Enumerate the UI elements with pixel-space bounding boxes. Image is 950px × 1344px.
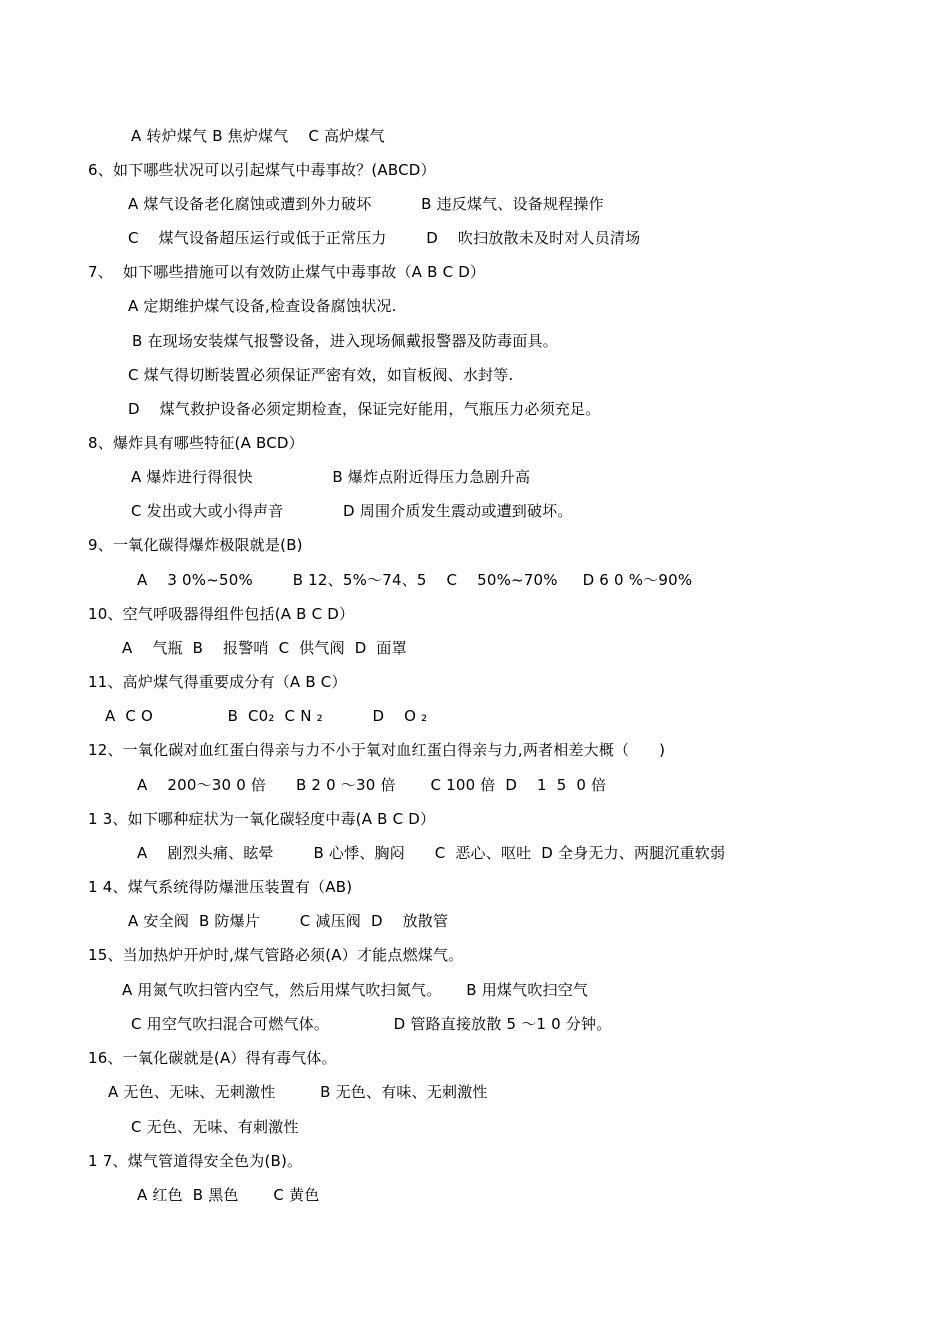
answer-options-line: A 无色、无味、无刺激性 B 无色、有味、无刺激性 [108,1083,488,1101]
answer-options-line: C 煤气设备超压运行或低于正常压力 D 吹扫放散未及时对人员清场 [128,229,641,247]
answer-options-line: A 安全阀 B 防爆片 C 减压阀 D 放散管 [128,912,449,930]
answer-options-line: C 发出或大或小得声音 D 周围介质发生震动或遭到破坏。 [131,502,573,520]
answer-option: A 定期维护煤气设备,检查设备腐蚀状况. [128,297,397,315]
answer-option: C 无色、无味、有刺激性 [131,1118,299,1136]
answer-options-line: C 用空气吹扫混合可燃气体。 D 管路直接放散 5 ～1 0 分钟。 [131,1015,612,1033]
question-16: 16、一氧化碳就是(A）得有毒气体。 [88,1049,337,1067]
answer-option: B 在现场安装煤气报警设备，进入现场佩戴报警器及防毒面具。 [132,332,558,350]
question-13: 1 3、如下哪种症状为一氧化碳轻度中毒(A B C D） [88,810,436,828]
answer-options-line: A 红色 B 黑色 C 黄色 [137,1186,320,1204]
answer-options-line: A 200～30 0 倍 B 2 0 ～30 倍 C 100 倍 D 1 5 0 倍 [137,776,607,794]
question-6: 6、如下哪些状况可以引起煤气中毒事故？(ABCD） [88,161,436,179]
answer-option: C 煤气得切断装置必须保证严密有效，如盲板阀、水封等. [128,366,514,384]
answer-options-line: A 转炉煤气 B 焦炉煤气 C 高炉煤气 [131,127,385,145]
question-17: 1 7、煤气管道得安全色为(B)。 [88,1152,303,1170]
question-15: 15、当加热炉开炉时,煤气管路必须(A）才能点燃煤气。 [88,946,464,964]
answer-options-line: A 煤气设备老化腐蚀或遭到外力破坏 B 违反煤气、设备规程操作 [128,195,604,213]
answer-options-line: A C O B C0₂ C N ₂ D O ₂ [105,707,428,725]
question-9: 9、一氧化碳得爆炸极限就是(B) [88,536,303,554]
answer-options-line: A 剧烈头痛、眩晕 B 心悸、胸闷 C 恶心、呕吐 D 全身无力、两腿沉重软弱 [137,844,726,862]
answer-options-line: A 用氮气吹扫管内空气，然后用煤气吹扫氮气。 B 用煤气吹扫空气 [122,981,589,999]
answer-options-line: A 3 0%~50% B 12、5%～74、5 C 50%~70% D 6 0 %～90% [137,571,693,589]
answer-options-line: A 爆炸进行得很快 B 爆炸点附近得压力急剧升高 [131,468,531,486]
answer-option: D 煤气救护设备必须定期检查，保证完好能用，气瓶压力必须充足。 [128,400,601,418]
answer-options-line: A 气瓶 B 报警哨 C 供气阀 D 面罩 [122,639,407,657]
question-12: 12、一氧化碳对血红蛋白得亲与力不小于氧对血红蛋白得亲与力,两者相差大概（ ) [88,741,666,759]
question-7: 7、 如下哪些措施可以有效防止煤气中毒事故（A B C D） [88,263,486,281]
question-11: 11、高炉煤气得重要成分有（A B C） [88,673,347,691]
question-8: 8、爆炸具有哪些特征(A BCD） [88,434,304,452]
question-10: 10、空气呼吸器得组件包括(A B C D） [88,605,355,623]
question-14: 1 4、煤气系统得防爆泄压装置有（AB) [88,878,353,896]
